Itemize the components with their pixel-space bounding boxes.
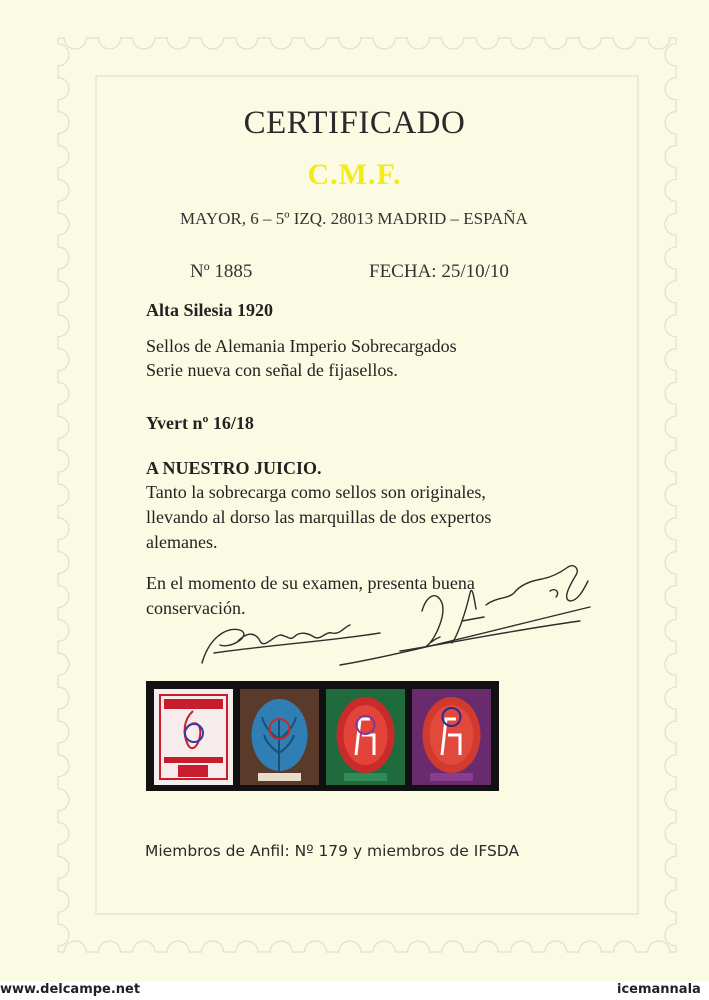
opinion-heading: A NUESTRO JUICIO. <box>146 458 322 478</box>
certificate-number: Nº 1885 <box>190 261 253 282</box>
item-heading: Alta Silesia 1920 <box>146 300 274 320</box>
item-description-line-1: Sellos de Alemania Imperio Sobrecargados <box>146 336 457 356</box>
stamp-2 <box>240 689 319 785</box>
catalog-reference: Yvert nº 16/18 <box>146 413 254 433</box>
stamp-1 <box>154 689 233 785</box>
opinion-line-2: llevando al dorso las marquillas de dos expertos <box>146 507 492 527</box>
item-description-line-2: Serie nueva con señal de fijasellos. <box>146 360 398 380</box>
membership-statement: Miembros de Anfil: Nº 179 y miembros de IFSDA <box>145 842 520 860</box>
watermark-left: www.delcampe.net <box>0 982 141 997</box>
watermark-right: icemannala <box>617 982 701 997</box>
issuer-name: C.M.F. <box>307 158 402 191</box>
opinion-line-5: conservación. <box>146 598 246 618</box>
stamps-photo <box>146 681 499 791</box>
expert-signatures <box>190 545 610 685</box>
opinion-line-3: alemanes. <box>146 532 218 552</box>
certificate-date: FECHA: 25/10/10 <box>369 261 509 282</box>
certificate-title: CERTIFICADO <box>243 105 466 141</box>
opinion-line-4: En el momento de su examen, presenta buena <box>146 573 475 593</box>
issuer-address: MAYOR, 6 – 5º IZQ. 28013 MADRID – ESPAÑA <box>180 209 528 228</box>
stamp-3 <box>326 689 405 785</box>
stamp-4 <box>412 689 491 785</box>
opinion-line-1: Tanto la sobrecarga como sellos son originales, <box>146 482 486 502</box>
